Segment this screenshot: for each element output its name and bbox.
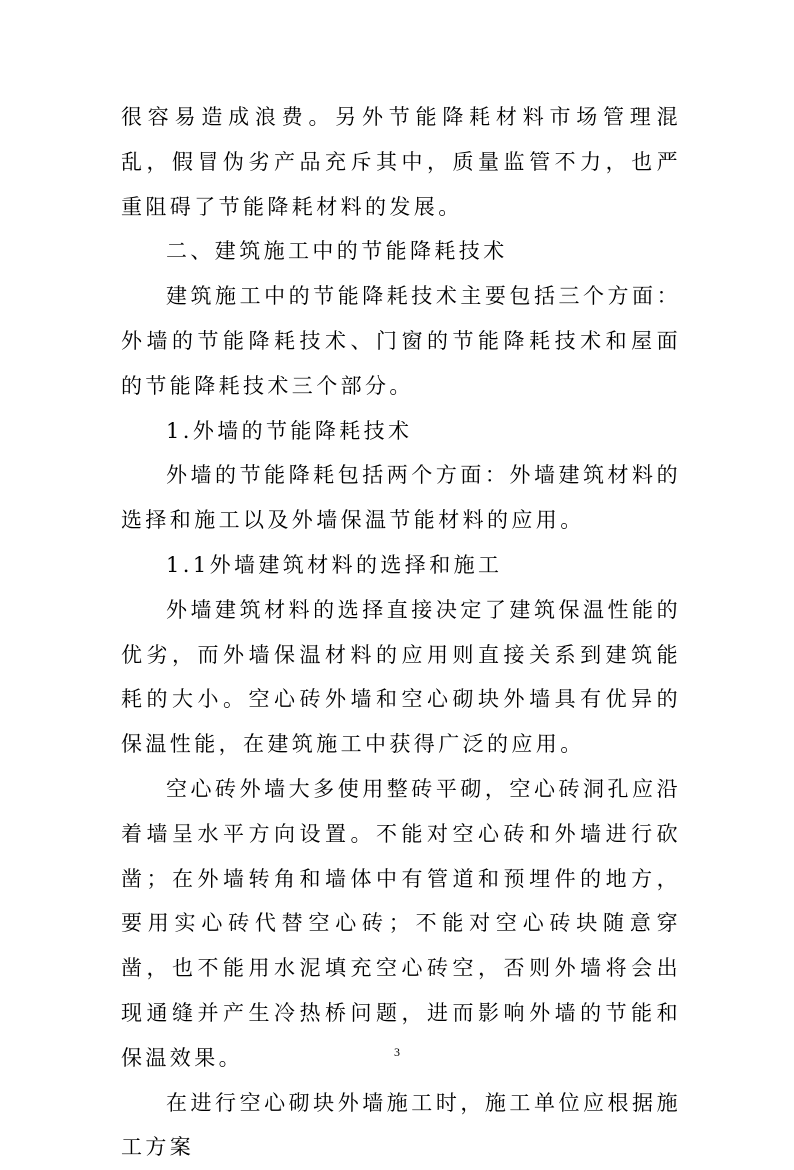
page-number: 3 <box>394 1045 400 1059</box>
paragraph-hollow-block: 在进行空心砌块外墙施工时，施工单位应根据施工方案 <box>121 1090 681 1160</box>
subsection-heading-1: 1.外墙的节能降耗技术 <box>166 418 413 443</box>
subsection-heading-1-1: 1.1外墙建筑材料的选择和施工 <box>166 552 503 577</box>
paragraph-continuation: 很容易造成浪费。另外节能降耗材料市场管理混乱，假冒伪劣产品充斥其中，质量监管不力，也严重阻碍了节能降耗材料的发展。 <box>121 105 681 219</box>
document-body <box>121 95 681 1170</box>
paragraph-materials: 外墙建筑材料的选择直接决定了建筑保温性能的优劣，而外墙保温材料的应用则直接关系到建筑能耗的大小。空心砖外墙和空心砌块外墙具有优异的保温性能，在建筑施工中获得广泛的应用。 <box>121 597 681 757</box>
paragraph-overview: 建筑施工中的节能降耗技术主要包括三个方面：外墙的节能降耗技术、门窗的节能降耗技术和屋面的节能降耗技术三个部分。 <box>121 284 681 398</box>
paragraph-exterior-wall: 外墙的节能降耗包括两个方面：外墙建筑材料的选择和施工以及外墙保温节能材料的应用。 <box>121 463 681 533</box>
paragraph-hollow-brick: 空心砖外墙大多使用整砖平砌，空心砖洞孔应沿着墙呈水平方向设置。不能对空心砖和外墙进行砍凿；在外墙转角和墙体中有管道和预埋件的地方，要用实心砖代替空心砖；不能对空心砖块随意穿凿，也不能用水泥填充空心砖空，否则外墙将会出现通缝并产生冷热桥问题，进而影响外墙的节能和保温效果。 <box>121 776 681 1070</box>
section-heading-2: 二、建筑施工中的节能降耗技术 <box>166 239 508 264</box>
